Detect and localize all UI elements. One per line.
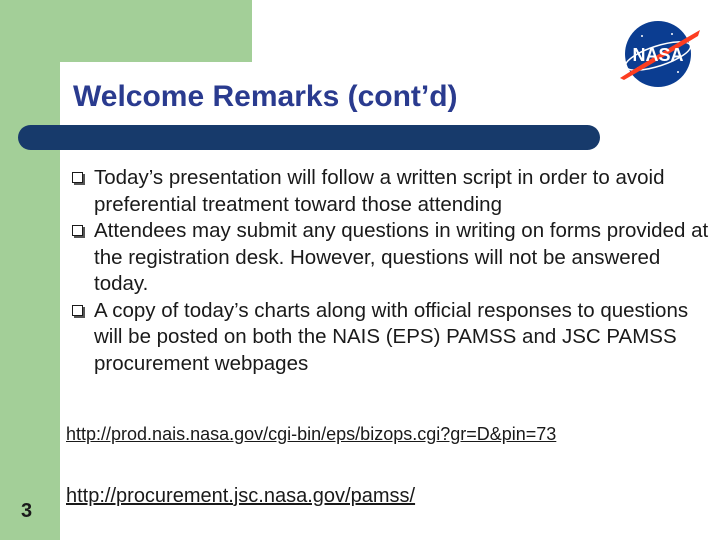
bullet-text: A copy of today’s charts along with official responses to questions will be posted on both the NAIS (EPS) PAMSS and JSC PAMSS procurement webpages	[94, 298, 689, 375]
bullet-list	[72, 165, 712, 377]
bullet-item	[72, 218, 712, 298]
bullet-text: Attendees may submit any questions in writing on forms provided at the registration desk. However, questions will not be answered today.	[94, 219, 709, 295]
nais-procurement-link[interactable]: http://prod.nais.nasa.gov/cgi-bin/eps/bizops.cgi?gr=D&pin=73	[66, 424, 557, 444]
nasa-logo-text: NASA	[632, 45, 684, 65]
jsc-procurement-link[interactable]: http://procurement.jsc.nasa.gov/pamss/	[66, 485, 416, 507]
checkbox-bullet-icon	[72, 172, 83, 183]
slide-title: Welcome Remarks (cont’d)	[73, 80, 458, 113]
left-accent-bar	[0, 0, 60, 540]
checkbox-bullet-icon	[72, 305, 83, 316]
checkbox-bullet-icon	[72, 225, 83, 236]
page-number: 3	[21, 500, 33, 522]
title-divider	[18, 125, 600, 150]
top-accent-block	[60, 0, 252, 62]
nasa-logo	[612, 16, 704, 92]
bullet-text: Today’s presentation will follow a written script in order to avoid preferential treatment toward those attending	[94, 166, 665, 216]
bullet-item	[72, 298, 712, 378]
bullet-item	[72, 165, 712, 218]
